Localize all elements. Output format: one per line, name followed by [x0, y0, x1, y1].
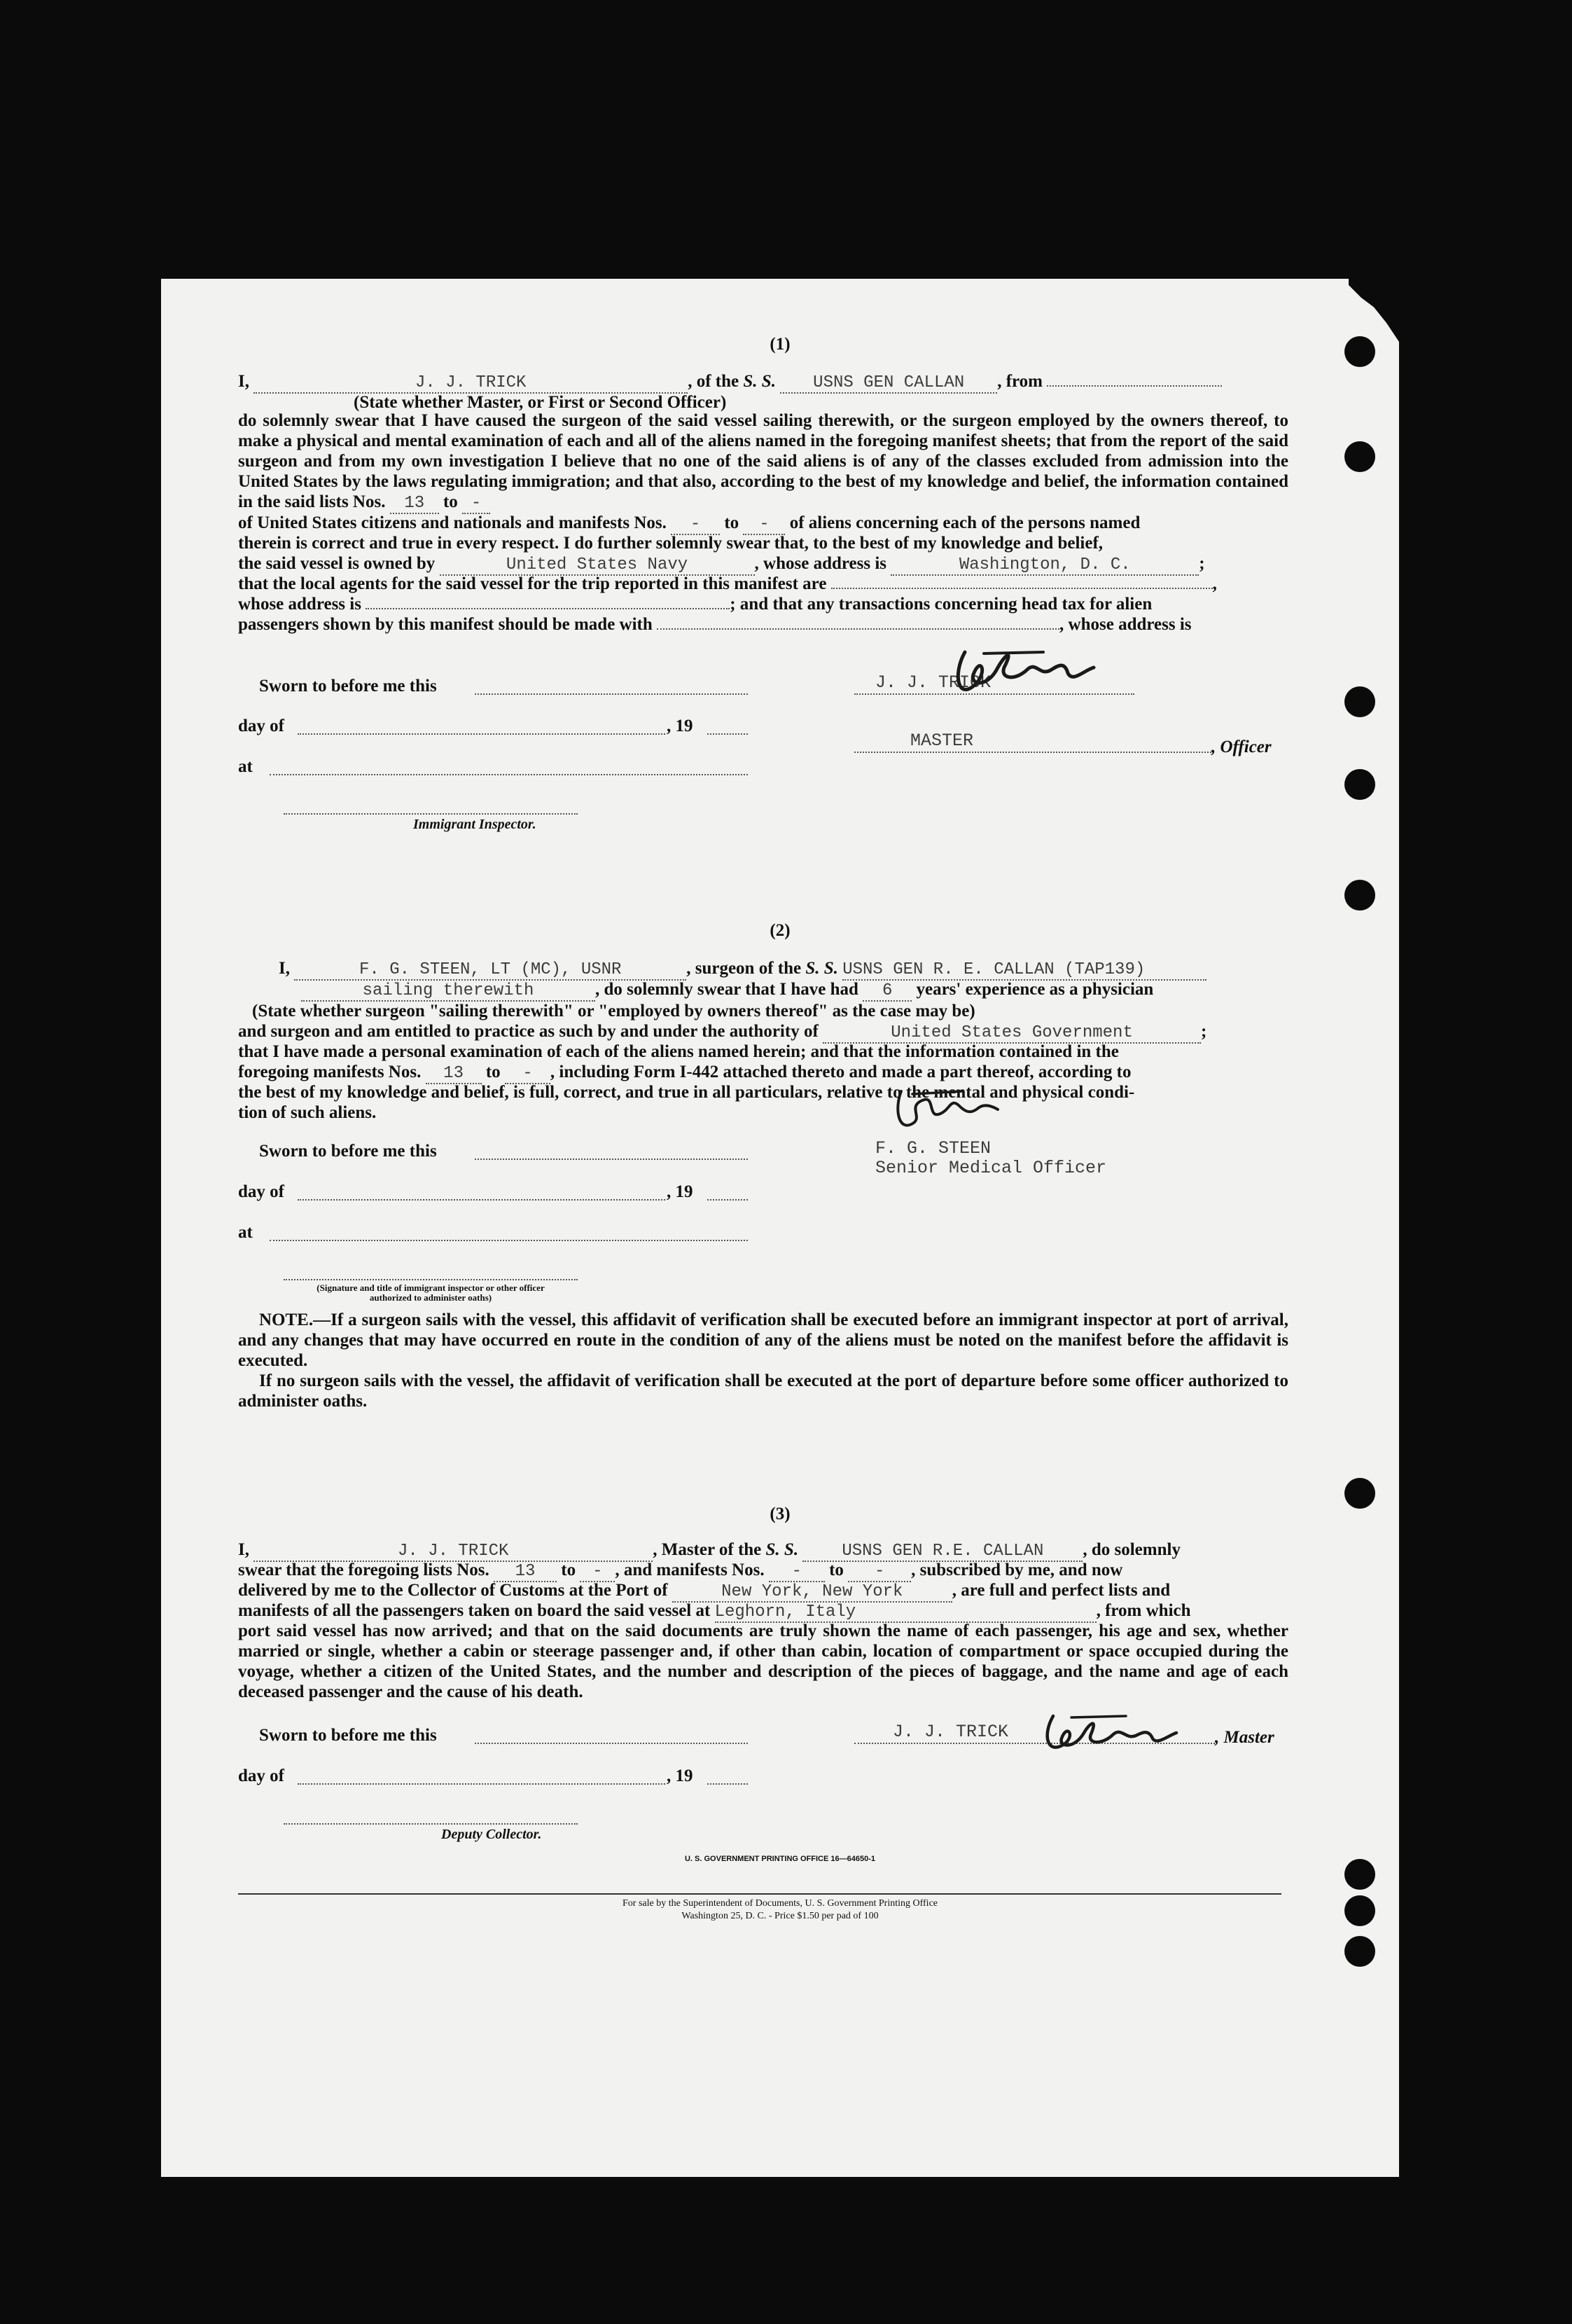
- s1-line-1: I, J. J. TRICK , of the S. S. USNS GEN CALLAN , from: [238, 371, 1288, 394]
- s1-master-name: J. J. TRICK: [253, 374, 688, 394]
- s3-line-2: swear that the foregoing lists Nos. 13 to - , and manifests Nos. - to - , subscribed by me, and now: [238, 1561, 1123, 1581]
- s2-years: 6: [863, 982, 912, 1002]
- s2-surgeon-note: (State whether surgeon "sailing therewith" or "employed by owners thereof" as the case may be): [252, 1002, 975, 1021]
- s3-line-1: I, J. J. TRICK , Master of the S. S. USNS GEN R.E. CALLAN , do solemnly: [238, 1540, 1181, 1561]
- s1-line-12: whose address is ; and that any transactions concerning head tax for alien: [238, 595, 1153, 614]
- punch-hole: [1344, 769, 1375, 800]
- s3-sworn-line: [475, 1743, 748, 1744]
- s2-day-of-line: [298, 1199, 665, 1201]
- s3-day-of-label: day of: [238, 1766, 284, 1785]
- s1-inspector-line: [284, 813, 578, 815]
- s2-year-label: , 19: [667, 1182, 693, 1201]
- s1-owner-address: Washington, D. C.: [891, 556, 1199, 576]
- s1-inspector-label: Immigrant Inspector.: [413, 817, 536, 832]
- s1-signer-title: MASTER: [910, 731, 974, 751]
- section-1-number: (1): [770, 335, 791, 354]
- s2-line-8: tion of such aliens.: [238, 1103, 377, 1122]
- s2-signature: [886, 1084, 1012, 1140]
- s1-officer-label: , Officer: [1211, 738, 1272, 756]
- s3-port: New York, New York: [672, 1583, 952, 1603]
- s3-manifests-to: -: [848, 1563, 911, 1582]
- s2-sailing-status: sailing therewith: [301, 982, 595, 1002]
- punch-hole: [1344, 1936, 1375, 1967]
- manifest-page: [161, 279, 1399, 2177]
- s1-agent-address: [366, 608, 730, 609]
- s2-vessel-name: USNS GEN R. E. CALLAN (TAP139): [842, 961, 1206, 981]
- footer-line-2: Washington 25, D. C. - Price $1.50 per pad of 100: [681, 1911, 879, 1921]
- s2-sig-note: (Signature and title of immigrant inspector or other officer authorized to administer oaths): [317, 1282, 545, 1303]
- s3-master-label: , Master: [1215, 1728, 1274, 1747]
- s2-at-line: [270, 1240, 748, 1241]
- s2-line-2: sailing therewith , do solemnly swear that I have had 6 years' experience as a physician: [301, 979, 1351, 1002]
- s3-collector-label: Deputy Collector.: [441, 1827, 542, 1842]
- s2-line-1: I, F. G. STEEN, LT (MC), USNR , surgeon of the S. S. USNS GEN R. E. CALLAN (TAP139): [279, 958, 1329, 981]
- punch-hole: [1344, 880, 1375, 911]
- s2-manifests-to: -: [505, 1065, 550, 1084]
- s1-signature: [945, 639, 1120, 706]
- s3-sworn-label: Sworn to before me this: [259, 1726, 437, 1745]
- s3-collector-line: [284, 1823, 578, 1825]
- s1-signer-name: J. J. TRICK: [875, 672, 992, 693]
- s2-line-6: foregoing manifests Nos. 13 to - , including Form I-442 attached thereto and made a part thereof, according to: [238, 1063, 1132, 1083]
- s2-authority: United States Government: [823, 1024, 1201, 1044]
- s1-line-8: of United States citizens and nationals and manifests Nos. - to - of aliens concerning each of the persons named: [238, 513, 1141, 534]
- s1-local-agents: [831, 588, 1213, 589]
- s1-title-line: [854, 752, 1211, 753]
- s1-owner: United States Navy: [440, 556, 755, 576]
- s2-sworn-line: [475, 1158, 748, 1160]
- s3-line-3: delivered by me to the Collector of Customs at the Port of New York, New York , are full and perfect lists and: [238, 1581, 1171, 1601]
- s2-at-label: at: [238, 1223, 253, 1242]
- s1-vessel-name: USNS GEN CALLAN: [780, 374, 997, 394]
- s3-year-label: , 19: [667, 1766, 693, 1785]
- s2-line-5: that I have made a personal examination of each of the aliens named herein; and that the information contained in the: [238, 1042, 1119, 1061]
- s2-signer-title: Senior Medical Officer: [875, 1158, 1107, 1178]
- s2-note-2: If no surgeon sails with the vessel, the affidavit of verification shall be executed at the port of departure before some officer authorized to administer oaths.: [238, 1371, 1288, 1411]
- s3-lists-from: 13: [494, 1563, 557, 1582]
- s1-oath-paragraph: do solemnly swear that I have caused the surgeon of the said vessel sailing therewith, or the surgeon employed by the owners thereof, to make a physical and mental examination of each and all of the aliens named in the foregoing manifest sheets; that from the report of the said surgeon and from my own investigation I believe that no one of the said aliens is of any of the classes excluded from admission into the United States by the laws regulating immigration; and that also, according to the best of my knowledge and belief, the information contained in the said lists Nos. 13 to -: [238, 411, 1288, 513]
- s2-note-1: NOTE.—If a surgeon sails with the vessel, this affidavit of verification shall be executed before an immigrant inspector at port of arrival, and any changes that may have occurred en route in the condition of any of the aliens must be noted on the manifest before the affidavit is executed.: [238, 1310, 1288, 1370]
- s1-year-line: [707, 733, 748, 735]
- torn-corner: [1315, 279, 1399, 342]
- s1-year-label: , 19: [667, 717, 693, 735]
- s3-vessel-name: USNS GEN R.E. CALLAN: [802, 1542, 1083, 1562]
- s3-day-of-line: [298, 1783, 665, 1785]
- s2-signer-name: F. G. STEEN: [875, 1138, 992, 1158]
- s1-at-line: [270, 774, 748, 775]
- s2-official-line: [284, 1279, 578, 1280]
- s3-manifests-from: -: [769, 1563, 825, 1582]
- s3-boarded-at: Leghorn, Italy: [715, 1603, 1097, 1623]
- s1-sworn-label: Sworn to before me this: [259, 677, 437, 696]
- s2-sworn-label: Sworn to before me this: [259, 1142, 437, 1161]
- s1-day-of-label: day of: [238, 717, 284, 735]
- s1-head-tax-contact: [657, 628, 1059, 630]
- s2-surgeon-name: F. G. STEEN, LT (MC), USNR: [294, 961, 686, 981]
- punch-hole: [1344, 686, 1375, 717]
- s2-manifests-from: 13: [426, 1065, 482, 1084]
- s2-day-of-label: day of: [238, 1182, 284, 1201]
- s1-day-of-line: [298, 733, 665, 735]
- s1-manifests-from: -: [671, 516, 720, 535]
- s1-line-9: therein is correct and true in every respect. I do further solemnly swear that, to the best of my knowledge and belief,: [238, 534, 1104, 553]
- section-3-number: (3): [770, 1505, 791, 1523]
- s1-lists-to: -: [462, 494, 490, 514]
- s1-line-11: that the local agents for the said vessel for the trip reported in this manifest are ,: [238, 574, 1217, 593]
- s1-at-label: at: [238, 757, 253, 776]
- footer-rule: [238, 1893, 1281, 1895]
- s3-master-name: J. J. TRICK: [253, 1542, 653, 1562]
- s1-line-13: passengers shown by this manifest should be made with , whose address is: [238, 615, 1192, 634]
- footer-line-1: For sale by the Superintendent of Documents, U. S. Government Printing Office: [622, 1898, 938, 1909]
- s2-line-4: and surgeon and am entitled to practice as such by and under the authority of United States Government ;: [238, 1022, 1207, 1042]
- s3-year-line: [707, 1783, 748, 1785]
- s3-signature: [1036, 1708, 1190, 1757]
- gpo-imprint: U. S. GOVERNMENT PRINTING OFFICE 16—64650-1: [684, 1855, 875, 1863]
- s3-signer-name: J. J. TRICK: [893, 1722, 1009, 1742]
- punch-hole: [1344, 1859, 1375, 1890]
- s2-line-7: the best of my knowledge and belief, is full, correct, and true in all particulars, relative to the mental and physical condi-: [238, 1083, 1135, 1102]
- s1-lists-from: 13: [390, 494, 439, 514]
- s1-manifests-to: -: [743, 516, 785, 535]
- s1-from-port: [1047, 385, 1222, 387]
- s1-master-note: (State whether Master, or First or Second Officer): [354, 393, 727, 412]
- s2-year-line: [707, 1199, 748, 1201]
- s3-lists-to: -: [580, 1563, 615, 1582]
- s3-line-4: manifests of all the passengers taken on board the said vessel at Leghorn, Italy , from which: [238, 1601, 1191, 1621]
- section-2-number: (2): [770, 921, 791, 940]
- s1-sworn-line: [475, 693, 748, 695]
- s1-line-10: the said vessel is owned by United States Navy , whose address is Washington, D. C. ;: [238, 554, 1205, 574]
- s3-paragraph: port said vessel has now arrived; and that on the said documents are truly shown the name of each passenger, his age and sex, whether married or single, whether a cabin or steerage passenger and, if other than cabin, location of compartment or space occupied during the voyage, whether a citizen of the United States, and the number and description of the pieces of baggage, and the name and age of each deceased passenger and the cause of his death.: [238, 1621, 1288, 1701]
- punch-hole: [1344, 441, 1375, 472]
